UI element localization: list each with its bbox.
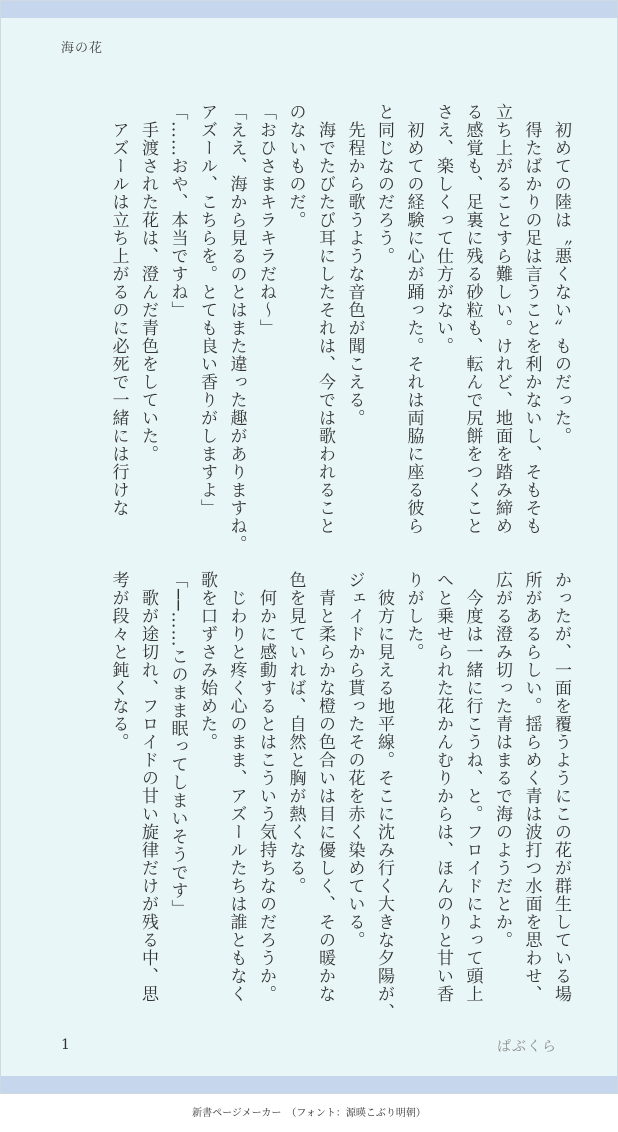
text-line: 立ち上がることすら難しい。けれど、地面を踏み締め [492,103,512,535]
text-line: 初めての経験に心が踊った。それは両脇に座る彼ら [403,103,424,535]
text-line: 「──……このまま眠ってしまいそうです」 [167,571,188,918]
text-line: 歌が途切れ、フロイドの甘い旋律だけが残る中、思 [138,571,158,1003]
text-line: 所があるらしい。揺らめく青は波打つ水面を思わせ、 [521,571,542,1003]
text-line: りがした。 [403,571,424,661]
text-line: さえ、楽しくって仕方がない。 [433,103,453,355]
text-line: 「……おや、本当ですね」 [167,103,188,319]
text-line: 青と柔らかな橙の色合いは目に優しく、その暖かな [315,571,335,1003]
bottom-band [1,1076,617,1093]
text-line: 初めての陸は〝悪くない〟ものだった。 [551,103,571,445]
text-line: ジェイドから貰ったその花を赤く染めている。 [344,571,365,949]
text-line: かったが、一面を覆うようにこの花が群生している場 [551,571,571,1003]
text-line: じわりと疼く心のまま、アズールたちは誰ともなく [226,571,247,1003]
text-line: 海でたびたび耳にしたそれは、今では歌われること [315,103,335,535]
text-line: のないものだ。 [285,103,306,229]
text-line: 彼方に見える地平線。そこに沈み行く大きな夕陽が、 [374,571,394,1021]
text-line: 歌を口ずさみ始めた。 [197,571,217,751]
text-line: 「ええ、海から見るのとはまた違った趣がありますね。 [226,103,247,553]
text-line: 得たばかりの足は言うことを利かないし、そもそも [521,103,542,535]
text-line: 先程から歌うような音色が聞こえる。 [344,103,365,427]
text-line: 「おひさまキラキラだね〜」 [256,103,276,337]
lower-text-block [55,571,575,1021]
upper-text-block [55,103,575,553]
text-line: アズールは立ち上がるのに必死で一緒には行けな [108,103,129,517]
text-line: アズール、こちらを。とても良い香りがしますよ」 [197,103,217,517]
text-line: と同じなのだろう。 [374,103,394,265]
author-name: ぱぶくら [497,1039,557,1055]
text-line: へと乗せられた花かんむりからは、ほんのりと甘い香 [433,571,453,1003]
text-line: 色を見ていれば、自然と胸が熱くなる。 [285,571,306,895]
text-line: 考が段々と鈍くなる。 [108,571,129,751]
text-line: る感覚も、足裏に残る砂粒も、転んで尻餅をつくこと [462,103,483,535]
text-line: 広がる澄み切った青はまるで海のようだとか。 [492,571,512,949]
text-line: 何かに感動するとはこういう気持ちなのだろうか。 [256,571,276,1003]
generator-caption: 新書ページメーカー （フォント：源暎こぶり明朝） [192,1108,426,1119]
running-title: 海の花 [61,41,104,56]
text-line: 今度は一緒に行こうね、と。フロイドによって頭上 [462,571,483,1003]
text-line: 手渡された花は、澄んだ青色をしていた。 [138,103,158,463]
top-band [1,1,617,18]
page-number: 1 [61,1037,70,1053]
